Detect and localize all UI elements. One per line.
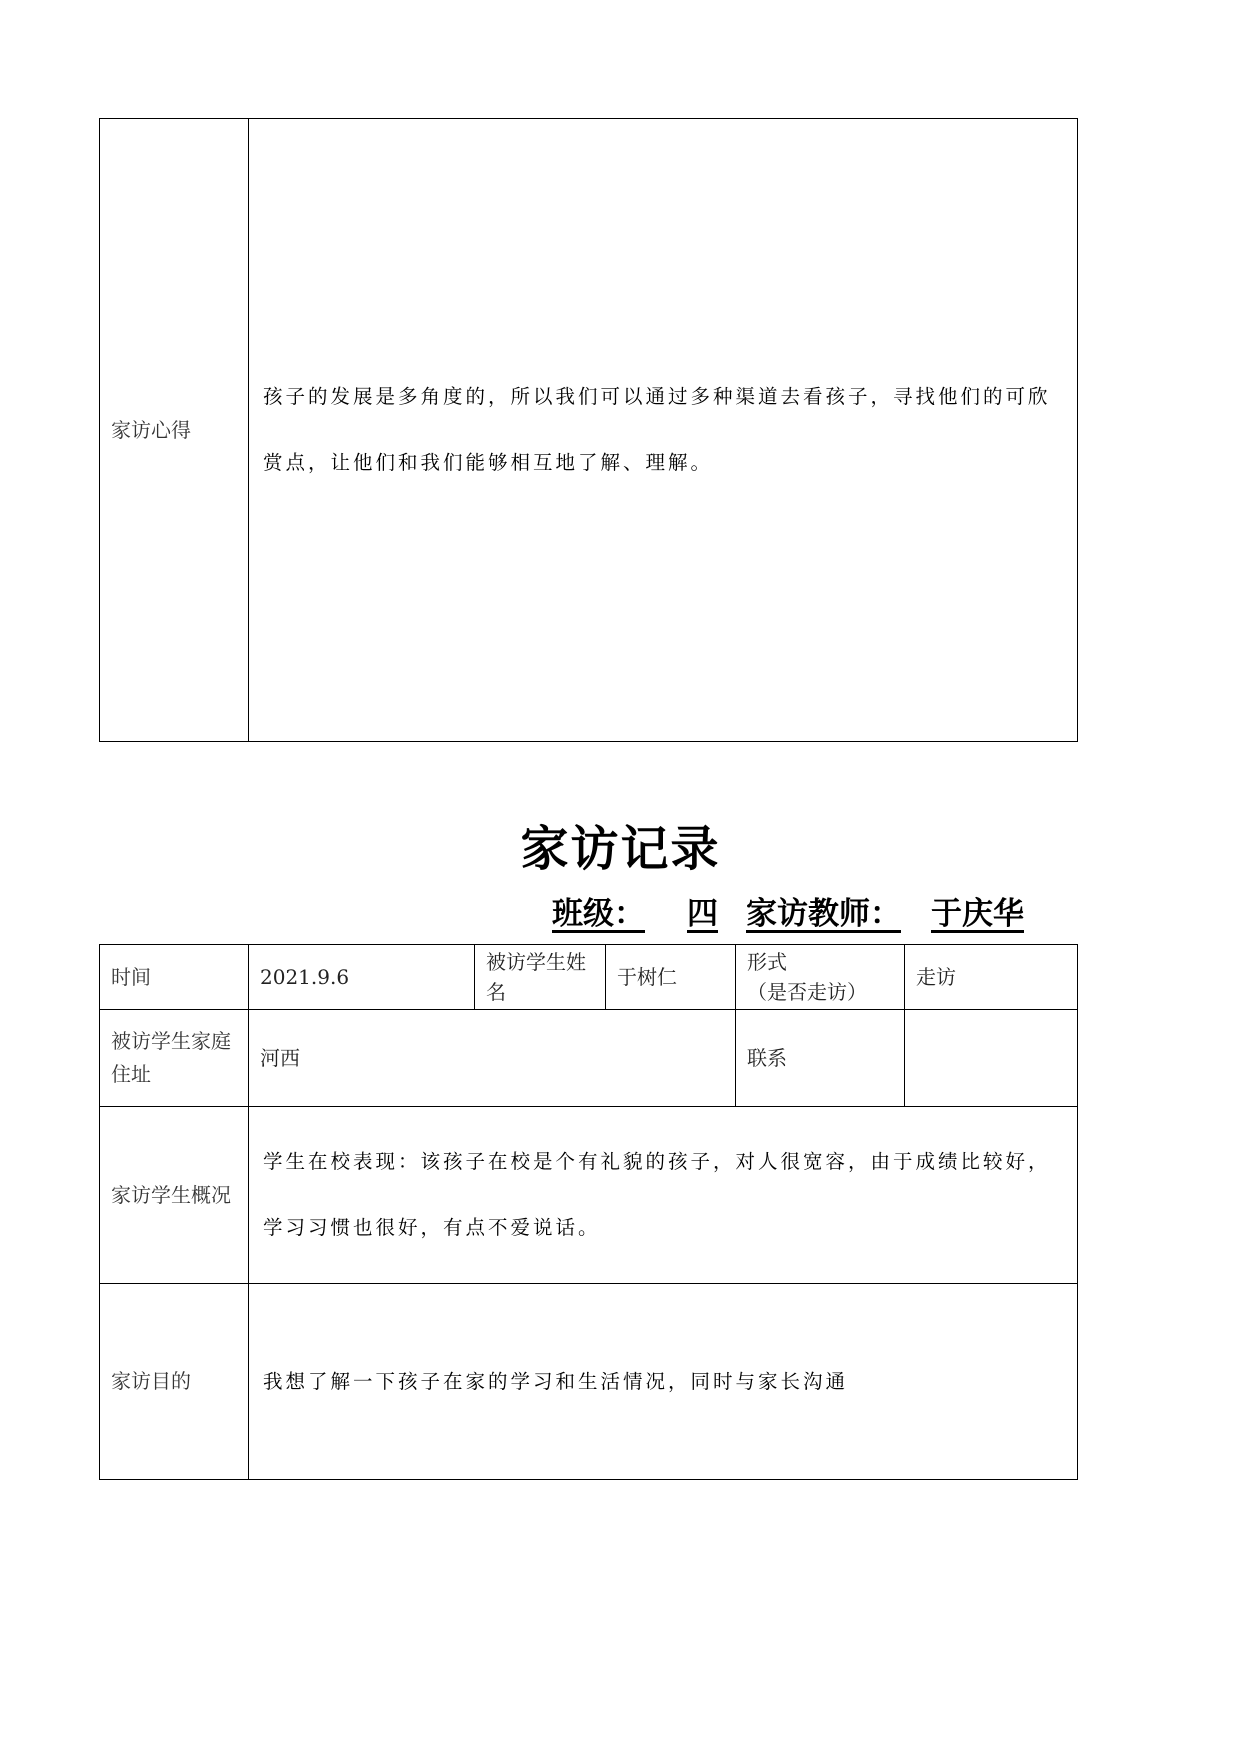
table-row bbox=[100, 1284, 1078, 1480]
student-name-value: 于树仁 bbox=[606, 945, 736, 1010]
reflection-content: 孩子的发展是多角度的，所以我们可以通过多种渠道去看孩子，寻找他们的可欣赏点，让他们和我们能够相互地了解、理解。 bbox=[249, 119, 1078, 742]
teacher-label: 家访教师： bbox=[746, 896, 901, 932]
contact-label: 联系 bbox=[736, 1010, 905, 1107]
teacher-value: 于庆华 bbox=[931, 896, 1024, 932]
class-value: 四 bbox=[687, 896, 718, 932]
table-row bbox=[100, 945, 1078, 1010]
address-label: 被访学生家庭住址 bbox=[100, 1010, 249, 1107]
record-title: 家访记录 bbox=[520, 821, 721, 877]
form-value: 走访 bbox=[905, 945, 1078, 1010]
home-visit-reflection-table bbox=[99, 118, 1078, 742]
time-label: 时间 bbox=[100, 945, 249, 1010]
form-label bbox=[736, 945, 905, 1010]
table-row bbox=[100, 1107, 1078, 1284]
class-label: 班级： bbox=[552, 896, 645, 932]
home-visit-record-table bbox=[99, 944, 1078, 1480]
table-row bbox=[100, 1010, 1078, 1107]
purpose-content: 我想了解一下孩子在家的学习和生活情况，同时与家长沟通 bbox=[249, 1284, 1078, 1480]
form-label-line2: （是否走访） bbox=[747, 980, 867, 1004]
address-value: 河西 bbox=[249, 1010, 736, 1107]
overview-label: 家访学生概况 bbox=[100, 1107, 249, 1284]
record-subtitle bbox=[552, 888, 1024, 933]
contact-value bbox=[905, 1010, 1078, 1107]
reflection-label: 家访心得 bbox=[100, 119, 249, 742]
overview-content: 学生在校表现：该孩子在校是个有礼貌的孩子，对人很宽容，由于成绩比较好，学习习惯也很好，有点不爱说话。 bbox=[249, 1107, 1078, 1284]
time-value: 2021.9.6 bbox=[249, 945, 475, 1010]
student-name-label: 被访学生姓名 bbox=[475, 945, 606, 1010]
purpose-label: 家访目的 bbox=[100, 1284, 249, 1480]
form-label-line1: 形式 bbox=[747, 950, 787, 974]
